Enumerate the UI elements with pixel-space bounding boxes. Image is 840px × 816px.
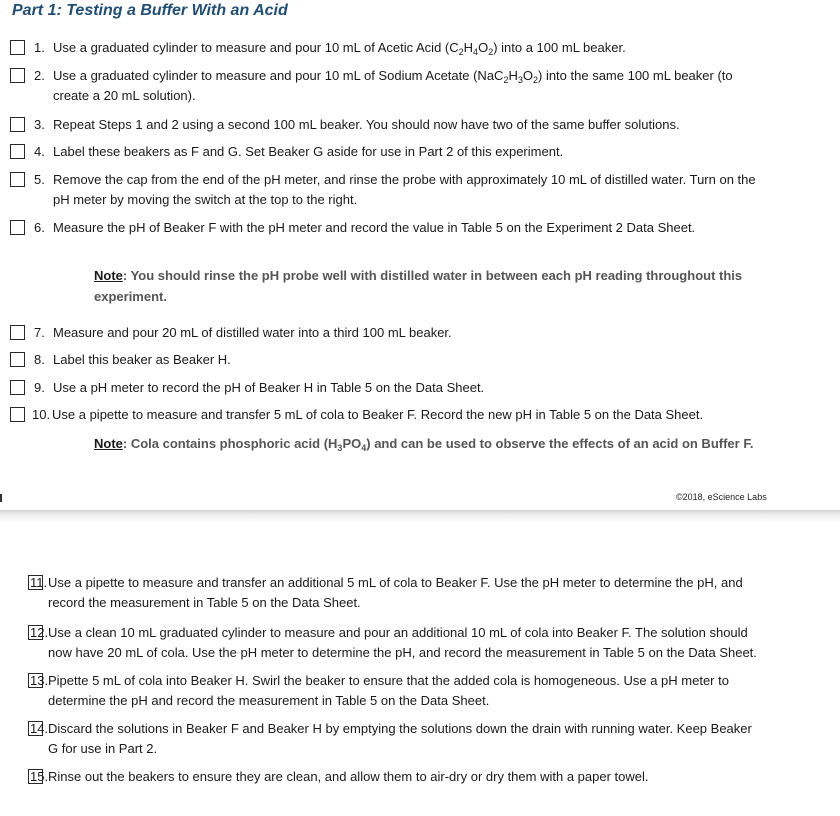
note-cola-acid xyxy=(94,433,753,454)
step-number: 11. xyxy=(30,575,48,590)
step-number: 2. xyxy=(34,68,45,83)
step-checkbox[interactable] xyxy=(10,172,25,187)
step-text: Rinse out the beakers to ensure they are clean, and allow them to air-dry or dry them with a paper towel. xyxy=(48,769,649,784)
step-checkbox[interactable] xyxy=(10,40,25,55)
step-number: 3. xyxy=(34,117,45,132)
step-checkbox[interactable] xyxy=(10,352,25,367)
copyright-notice: ©2018, eScience Labs xyxy=(676,492,767,502)
step-number: 7. xyxy=(34,325,45,340)
step-text: Use a graduated cylinder to measure and pour 10 mL of Sodium Acetate $(NaC_2H_3O_2)$ into the same 100 mL beaker (to create a 20 mL solution). xyxy=(53,68,733,103)
step-number: 13. xyxy=(30,673,49,688)
step-number: 6. xyxy=(34,220,45,235)
step-text: Label these beakers as F and G. Set Beaker G aside for use in Part 2 of this experiment. xyxy=(53,144,564,159)
note-text: : Cola contains phosphoric acid $(H_3PO_4)$ and can be used to observe the effects of an acid on Buffer F. xyxy=(122,436,754,453)
step-number: 9. xyxy=(34,380,45,395)
note-rinse-probe xyxy=(94,265,742,307)
note-label: Note xyxy=(94,268,123,283)
step-checkbox[interactable] xyxy=(10,220,25,235)
step-checkbox[interactable] xyxy=(10,68,25,83)
step-number: 4. xyxy=(34,144,45,159)
step-text: Label this beaker as Beaker H. xyxy=(53,352,231,367)
step-checkbox[interactable] xyxy=(10,380,25,395)
step-number: 12. xyxy=(30,625,49,640)
step-number: 1. xyxy=(34,40,45,55)
step-number: 8. xyxy=(34,352,45,367)
page-divider xyxy=(0,510,840,522)
section-title: Part 1: Testing a Buffer With an Acid xyxy=(12,2,288,19)
note-text-line-1: : You should rinse the pH probe well with distilled water in between each pH reading throughout this xyxy=(122,268,743,283)
step-text: Repeat Steps 1 and 2 using a second 100 mL beaker. You should now have two of the same buffer solutions. xyxy=(53,117,680,132)
step-text: Use a clean 10 mL graduated cylinder to measure and pour an additional 10 mL of cola into Beaker F. The solution should now have 20 mL of cola. Use the pH meter to determine the pH, and record the measurement in Table 5 on the Data Sheet. xyxy=(48,625,757,660)
note-text-line-2: experiment. xyxy=(94,289,167,304)
step-number: 5. xyxy=(34,172,45,187)
step-checkbox[interactable] xyxy=(10,144,25,159)
step-text: Measure the pH of Beaker F with the pH meter and record the value in Table 5 on the Experiment 2 Data Sheet. xyxy=(53,220,696,235)
step-number: 10. xyxy=(32,407,51,422)
step-text: Remove the cap from the end of the pH meter, and rinse the probe with approximately 10 mL of distilled water. Turn on the pH meter by moving the switch at the top to the right. xyxy=(53,172,756,207)
step-text: Use a graduated cylinder to measure and pour 10 mL of Acetic Acid $(C_2H_4O_2)$ into a 100 mL beaker. xyxy=(53,40,626,57)
step-text: Use a pipette to measure and transfer 5 mL of cola to Beaker F. Record the new pH in Table 5 on the Data Sheet. xyxy=(52,407,704,422)
note-label: Note xyxy=(94,436,123,451)
step-checkbox[interactable] xyxy=(10,117,25,132)
step-number: 15. xyxy=(30,769,49,784)
step-text: Measure and pour 20 mL of distilled water into a third 100 mL beaker. xyxy=(53,325,452,340)
step-number: 14. xyxy=(30,721,49,736)
step-text: Discard the solutions in Beaker F and Beaker H by emptying the solutions down the drain with running water. Keep Beaker G for use in Part 2. xyxy=(48,721,752,756)
step-text: Use a pH meter to record the pH of Beaker H in Table 5 on the Data Sheet. xyxy=(53,380,485,395)
step-checkbox[interactable] xyxy=(10,407,25,422)
step-checkbox[interactable] xyxy=(10,325,25,340)
step-text: Use a pipette to measure and transfer an additional 5 mL of cola to Beaker F. Use the pH meter to determine the pH, and record the measurement in Table 5 on the Data Sheet. xyxy=(48,575,743,610)
step-text: Pipette 5 mL of cola into Beaker H. Swirl the beaker to ensure that the added cola is homogeneous. Use a pH meter to determine the pH and record the measurement in Table 5 on the Data Sheet. xyxy=(48,673,729,708)
page-edge-mark xyxy=(0,494,2,502)
